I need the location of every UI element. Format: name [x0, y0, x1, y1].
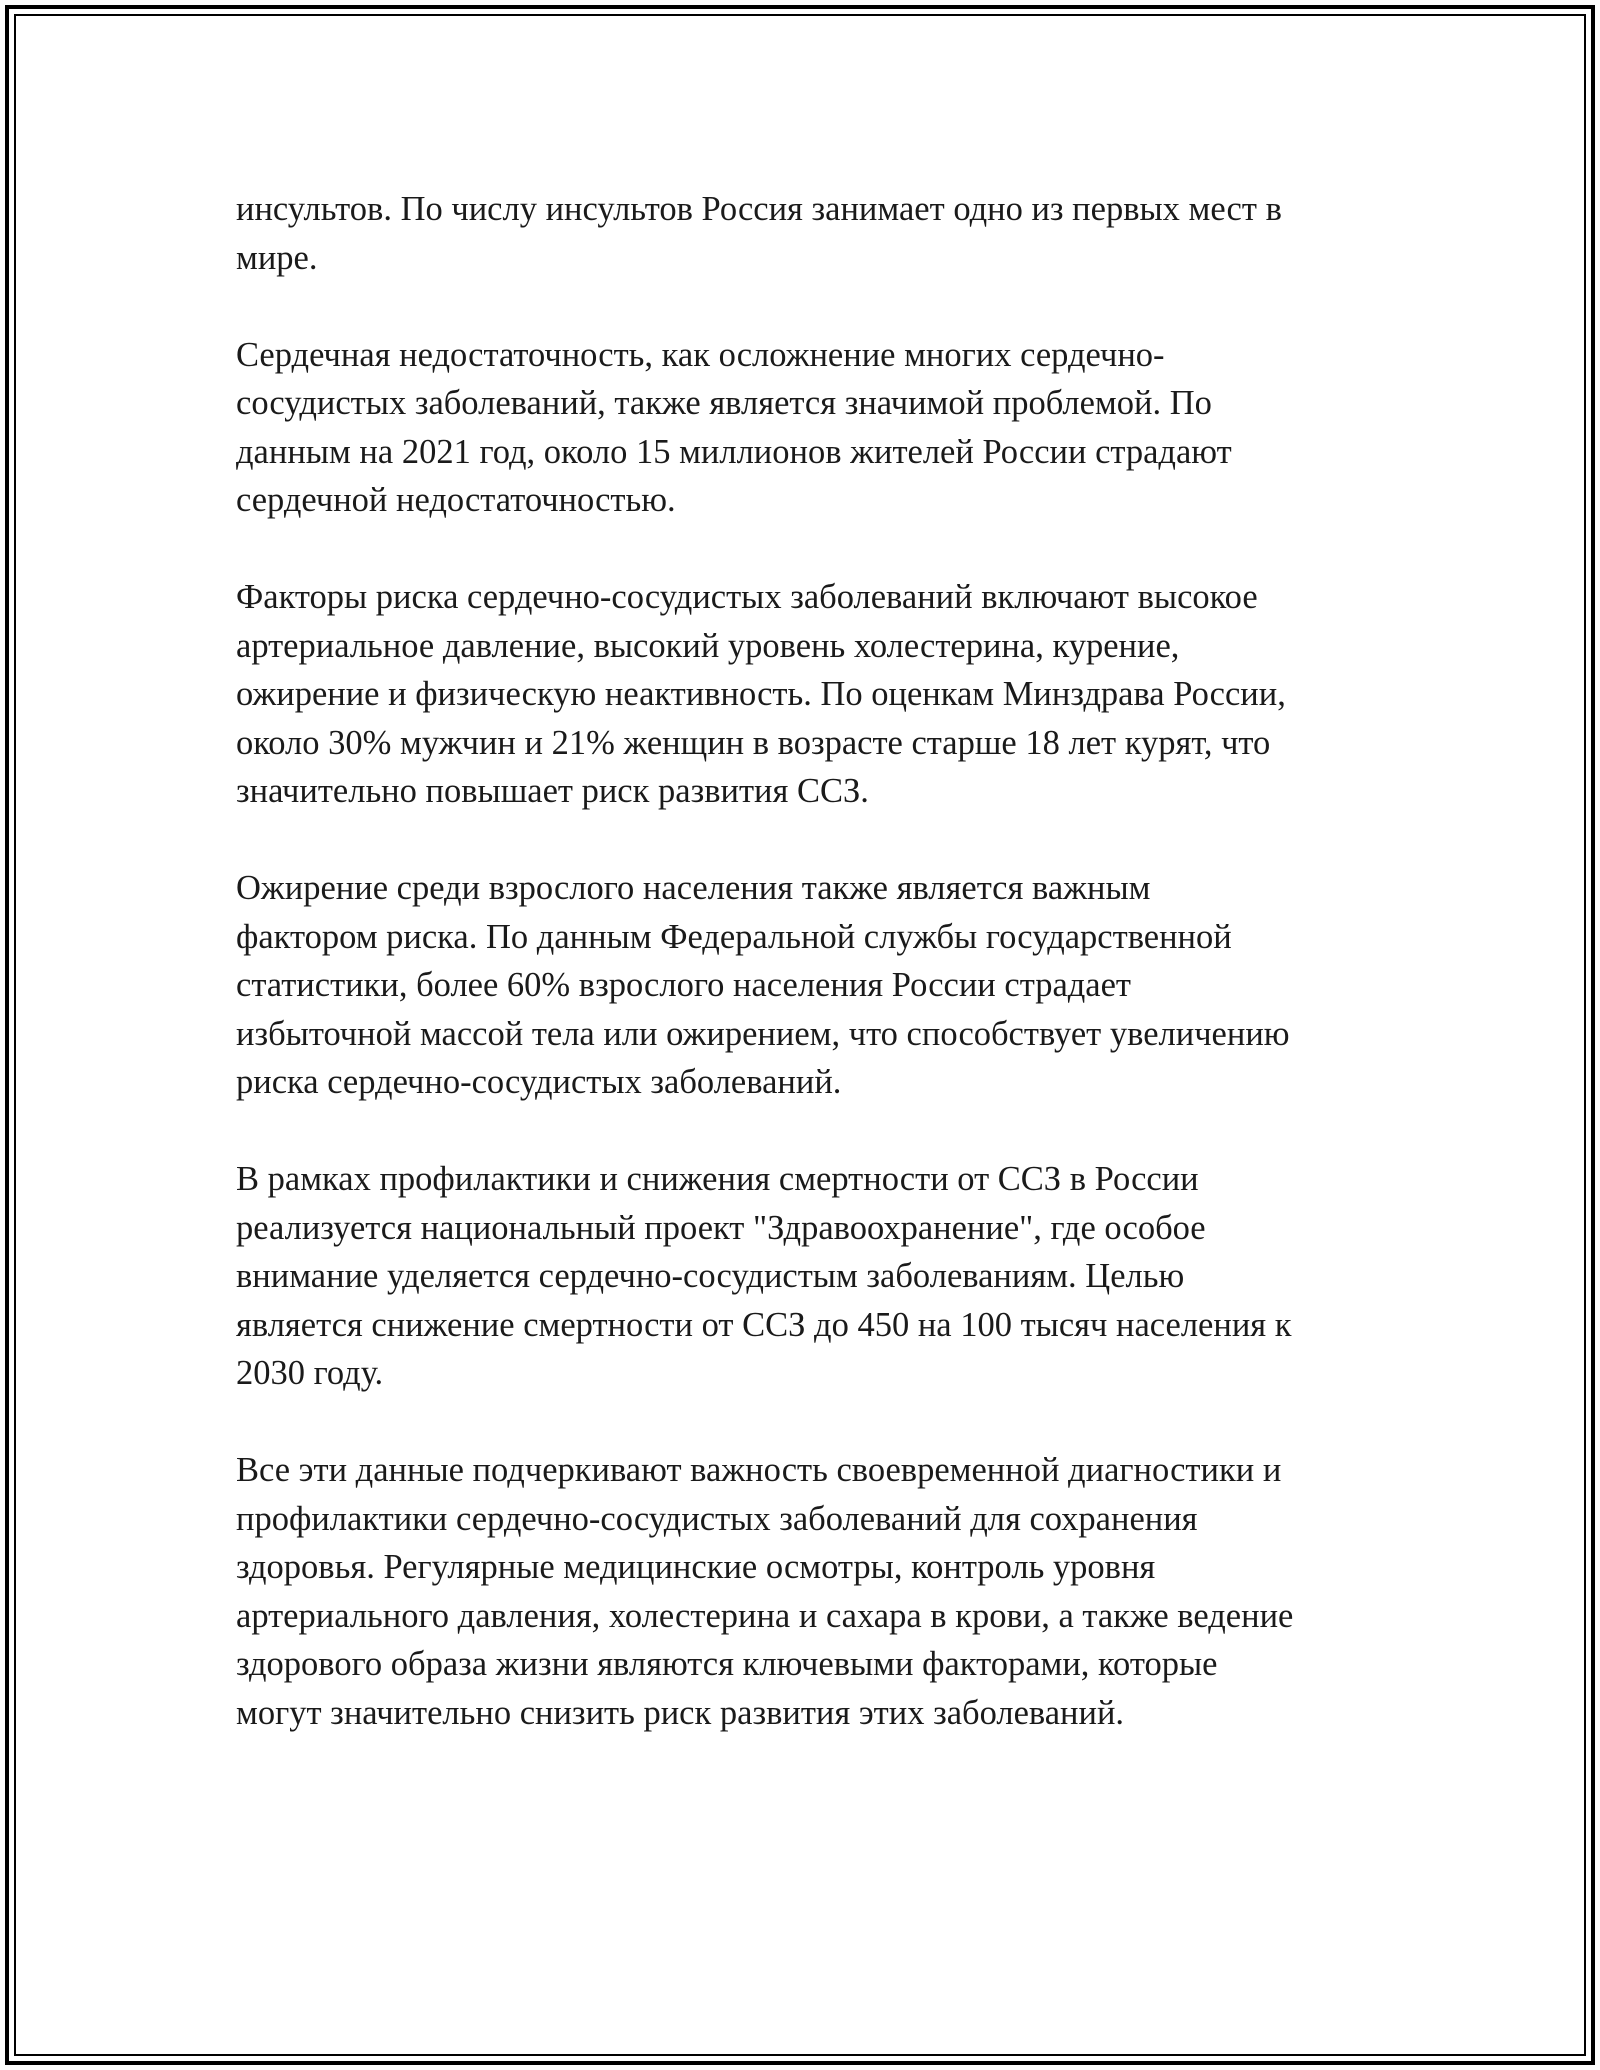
- paragraph-line: статистики, более 60% взрослого населения России страдает: [236, 966, 1132, 1004]
- paragraph-conclusion: [236, 1446, 1386, 1737]
- paragraph-line: здорового образа жизни являются ключевыми факторами, которые: [236, 1645, 1218, 1683]
- paragraph-line: значительно повышает риск развития ССЗ.: [236, 772, 869, 810]
- paragraph-line: Все эти данные подчеркивают важность своевременной диагностики и: [236, 1451, 1282, 1489]
- paragraph-line: является снижение смертности от ССЗ до 450 на 100 тысяч населения к: [236, 1305, 1292, 1344]
- paragraph-line: Ожирение среди взрослого населения также является важным: [236, 869, 1151, 907]
- paragraph-line: сосудистых заболеваний, также является значимой проблемой. По: [236, 384, 1212, 422]
- paragraph-heart-failure: [236, 331, 1386, 525]
- paragraph-line: В рамках профилактики и снижения смертности от ССЗ в России: [236, 1160, 1199, 1198]
- paragraph-line: артериальное давление, высокий уровень холестерина, курение,: [236, 626, 1180, 665]
- paragraph-line: артериального давления, холестерина и сахара в крови, а также ведение: [236, 1596, 1294, 1635]
- paragraph-line: профилактики сердечно-сосудистых заболеваний для сохранения: [236, 1499, 1198, 1538]
- document-body: [236, 185, 1386, 1786]
- paragraph-line: здоровья. Регулярные медицинские осмотры, контроль уровня: [236, 1548, 1156, 1586]
- paragraph-line: данным на 2021 год, около 15 миллионов жителей России страдают: [236, 432, 1232, 471]
- paragraph-line: 2030 году.: [236, 1354, 384, 1392]
- paragraph-line: реализуется национальный проект "Здравоохранение", где особое: [236, 1208, 1206, 1247]
- paragraph-line: внимание уделяется сердечно-сосудистым заболеваниям. Целью: [236, 1257, 1185, 1295]
- paragraph-national-project: [236, 1155, 1386, 1398]
- paragraph-line: около 30% мужчин и 21% женщин в возрасте старше 18 лет курят, что: [236, 723, 1271, 762]
- paragraph-strokes: [236, 185, 1386, 282]
- paragraph-line: инсультов. По числу инсультов Россия занимает одно из первых мест в: [236, 190, 1282, 228]
- paragraph-obesity: [236, 864, 1386, 1107]
- paragraph-line: мире.: [236, 238, 318, 277]
- paragraph-line: избыточной массой тела или ожирением, что способствует увеличению: [236, 1014, 1290, 1053]
- paragraph-line: Сердечная недостаточность, как осложнение многих сердечно-: [236, 335, 1165, 374]
- paragraph-line: могут значительно снизить риск развития этих заболеваний.: [236, 1693, 1125, 1732]
- paragraph-line: риска сердечно-сосудистых заболеваний.: [236, 1063, 842, 1101]
- paragraph-risk-factors: [236, 573, 1386, 816]
- paragraph-line: Факторы риска сердечно-сосудистых заболеваний включают высокое: [236, 578, 1258, 616]
- paragraph-line: фактором риска. По данным Федеральной службы государственной: [236, 917, 1232, 956]
- paragraph-line: сердечной недостаточностью.: [236, 481, 676, 519]
- paragraph-line: ожирение и физическую неактивность. По оценкам Минздрава России,: [236, 675, 1286, 713]
